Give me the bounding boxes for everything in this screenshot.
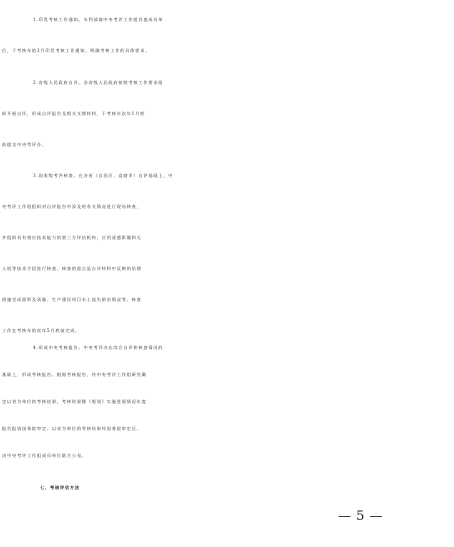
paragraph-2-line-1: 2.省级人民政府自评。各省级人民政府按照考核工作要求组 — [33, 80, 164, 85]
paragraph-3-line-2: 央考评工作组组织对自评报告中涉及的有关情况进行现场核查， — [2, 204, 142, 209]
paragraph-4-line-3: 定以省为单位的考核结果。考核结果随《规划》实施进展情况年度 — [2, 399, 147, 404]
paragraph-3-line-5: 措施完成面积及质量、生产建设项目水土流失防治情况等。核查 — [2, 297, 142, 302]
paragraph-3-line-3: 并组织具有相应技术能力的第三方评估机构，应用遥感影像和无 — [2, 235, 142, 240]
paragraph-2-line-2: 织开展自评，形成自评报告及相关支撑材料，于考核年次年1月底 — [2, 111, 146, 116]
paragraph-2-line-3: 前提交中央考评办。 — [2, 142, 47, 147]
paragraph-4-line-2: 基础上，形成考核报告。根据考核报告，经中央考评工作组研究确 — [2, 372, 147, 377]
paragraph-1-line-2: 位，于考核年的3月印发考核工作通知，明确考核工作的具体要求。 — [2, 48, 151, 53]
paragraph-1-line-1: 1.印发考核工作通知。水利部商中央考评工作组其他成员单 — [33, 17, 164, 22]
paragraph-4-line-5: 由中央考评工作组成员单位联合公布。 — [2, 453, 87, 458]
paragraph-3-line-1: 3.国家级考评核查。在各省（自治区、直辖市）自评基础上，中 — [33, 173, 174, 178]
page-number: — 5 — — [338, 509, 384, 524]
paragraph-3-line-4: 人机等技术手段进行核查。核查的重点是自评材料中反映的治理 — [2, 266, 142, 271]
section-heading: 七、考核评估方法 — [40, 485, 80, 490]
paragraph-3-line-6: 工作在考核年的次年5月底前完成。 — [2, 328, 81, 333]
paragraph-4-line-1: 4.形成中央考核报告。中央考评办在综合自评和核查情况的 — [33, 345, 164, 350]
paragraph-4-line-4: 报告报请国务院审定。以省为单位的考核结果经国务院审定后， — [2, 426, 142, 431]
